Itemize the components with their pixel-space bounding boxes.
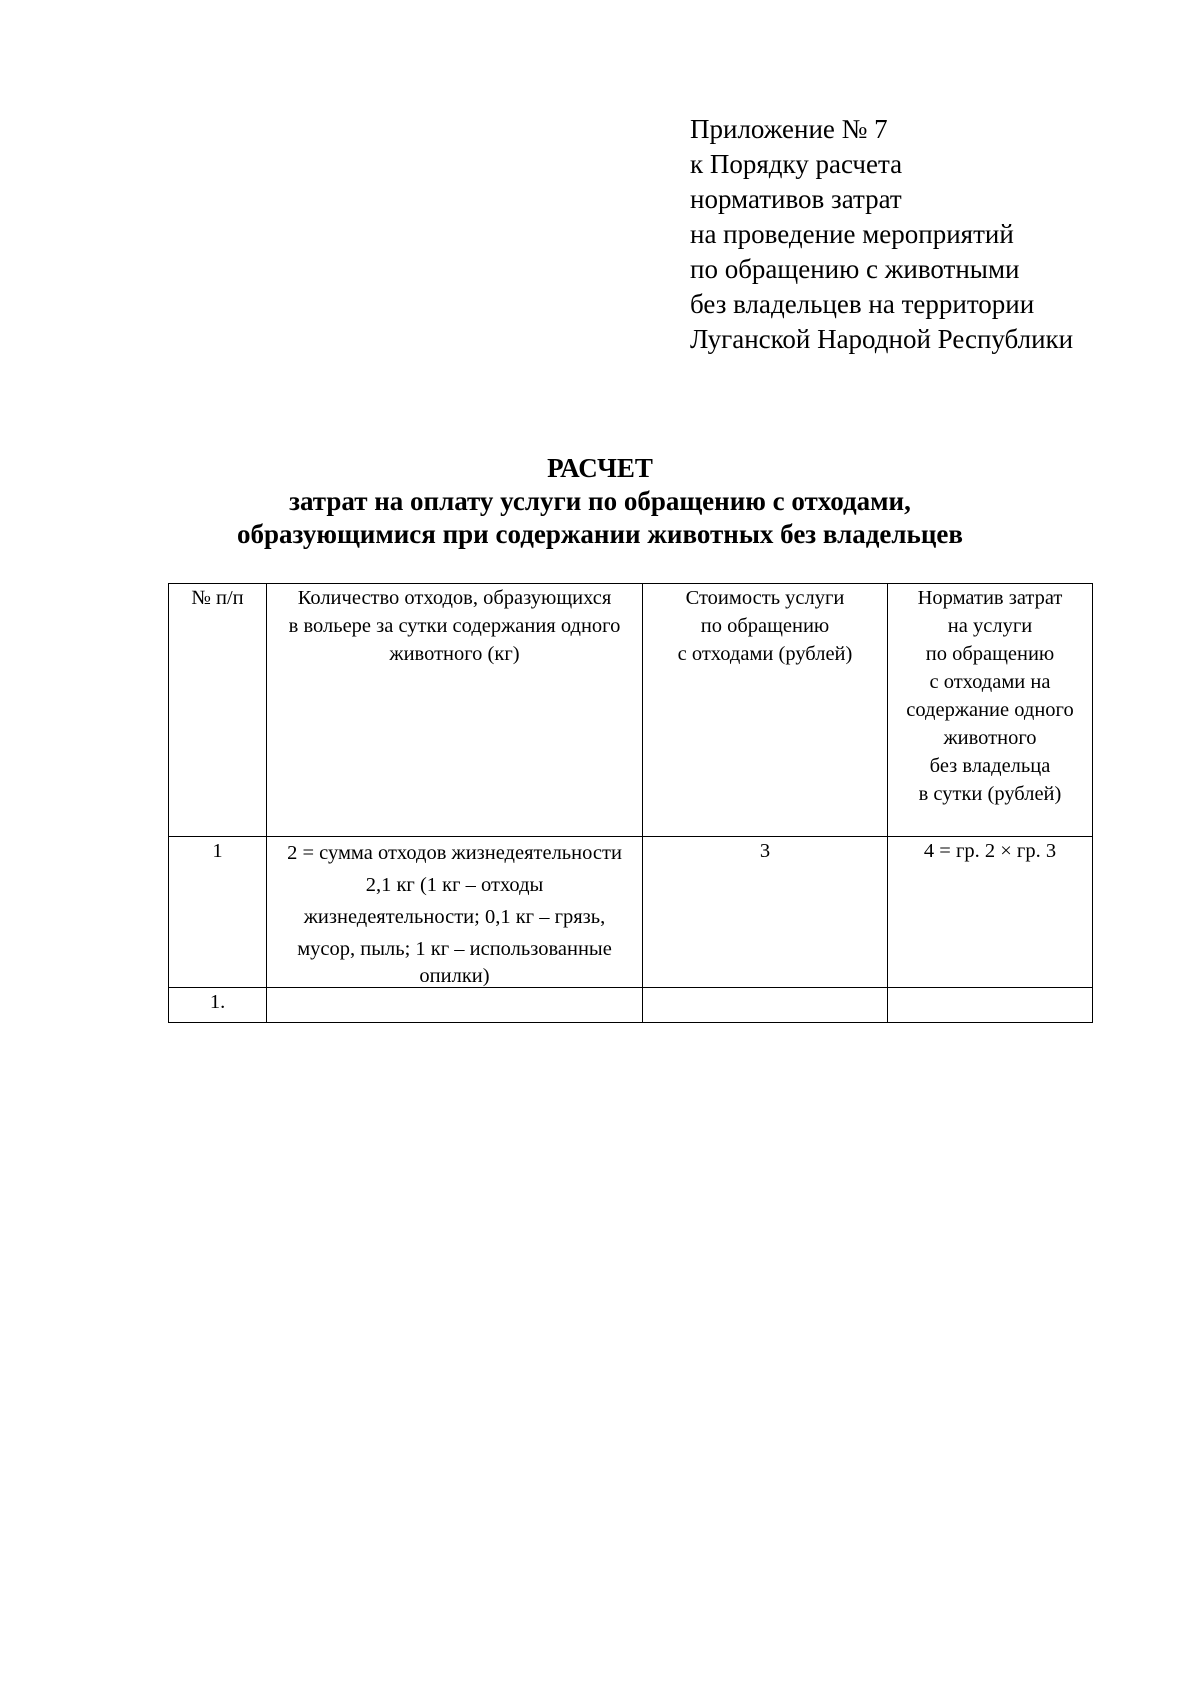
table-cell: 1. [169, 988, 267, 1023]
appendix-line: нормативов затрат [690, 184, 902, 214]
appendix-line: на проведение мероприятий [690, 219, 1014, 249]
table-cell: 1 [169, 837, 267, 988]
table-cell: 3 [643, 837, 888, 988]
table-cell: 4 = гр. 2 × гр. 3 [888, 837, 1093, 988]
appendix-line: без владельцев на территории [690, 289, 1035, 319]
appendix-line: к Порядку расчета [690, 149, 903, 179]
appendix-line: по обращению с животными [690, 254, 1020, 284]
appendix-note [690, 112, 1190, 357]
header-cell: Норматив затрат на услуги по обращению с отходами на содержание одного животного без владельца в сутки (рублей) [888, 584, 1093, 837]
table-cell [643, 988, 888, 1023]
appendix-line: Приложение № 7 [690, 114, 888, 144]
document-title [150, 452, 1050, 551]
title-line: образующимися при содержании животных без владельцев [237, 519, 963, 549]
title-line: затрат на оплату услуги по обращению с отходами, [289, 486, 911, 516]
appendix-line: Луганской Народной Республики [690, 324, 1074, 354]
table-number-row [169, 837, 1093, 988]
title-line: РАСЧЕТ [547, 453, 653, 483]
header-cell: Стоимость услуги по обращению с отходами (рублей) [643, 584, 888, 837]
table-cell [267, 988, 643, 1023]
table-header-row [169, 584, 1093, 837]
table-cell: 2 = сумма отходов жизнедеятельности 2,1 кг (1 кг – отходы жизнедеятельности; 0,1 кг – грязь, мусор, пыль; 1 кг – использованные опилки) [267, 837, 643, 988]
calculation-table [168, 583, 1093, 1023]
header-cell: № п/п [169, 584, 267, 837]
table-cell [888, 988, 1093, 1023]
header-cell: Количество отходов, образующихся в вольере за сутки содержания одного животного (кг) [267, 584, 643, 837]
table-row [169, 988, 1093, 1023]
